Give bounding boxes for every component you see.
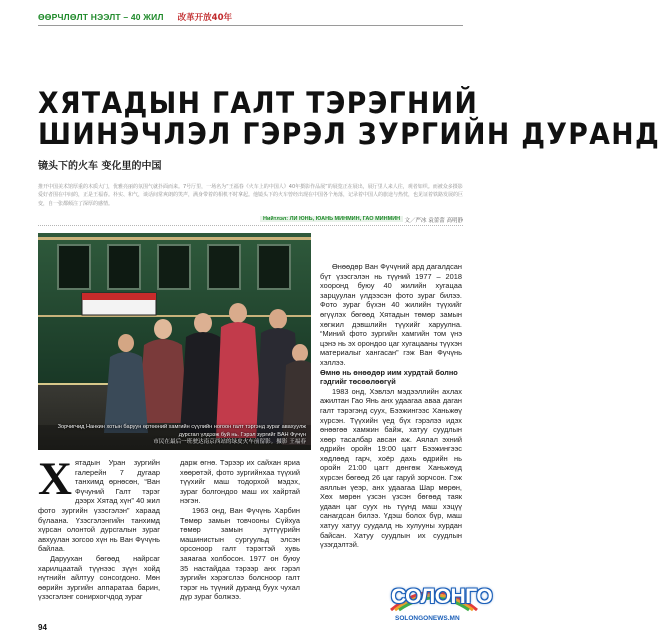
body-paragraph: 1963 онд, Ван Фүчүнь Харбин Төмөр замын товчооны Сүйхуа төмөр замын зүтгүүрийн машинистын сургуульд элсэн орсоноор галт тэрэгтэй хувь заяагаа холбосон. 1977 он буюу 35 настайдаа тэрээр анх гэрэл зургийн хэрэгслээ болсноор галт тэрэг нь түүний дуранд буух чухал дүр зураг болжээ. — [180, 505, 300, 602]
train-platform-photo — [38, 233, 311, 450]
page-number: 94 — [38, 623, 47, 632]
body-column-3 — [320, 262, 462, 627]
photo-illustration — [38, 233, 311, 450]
section-label: ӨӨРЧЛӨЛТ НЭЭЛТ – 40 ЖИЛ — [38, 12, 164, 22]
byline-chinese: 文／严冰 袁蕾蕾 高明静 — [404, 218, 463, 224]
article-headline — [38, 86, 660, 151]
section-label-chinese: 改革开放40年 — [177, 13, 232, 23]
photo-caption — [42, 424, 306, 446]
body-column-1 — [38, 453, 160, 613]
logo-wordmark: СОЛОНГО — [391, 585, 493, 608]
solongo-logo — [385, 582, 493, 636]
body-paragraph: ятадын Уран зургийн галерейн 7 дугаар танхимд өрнөсөн, “Ван Фүчуний Галт тэрэг дээрх Хятад хүн” 40 жил фото зургийн үзэсгэлэн” хараад бүлаана. Үзэсгэлэнгийн танхимд хүрсан олонтой дурсгалын зураг авхуулан зогсоо хүн нь Ван Фүчүнь байлаа. — [38, 458, 160, 554]
body-paragraph: Даруухан бөгөөд найрсаг харилцаатай түүнээс зүүн хойд нүтнийн айлтуу сонсогдоно. Мөн өөрийн зургийн аппаратаа барин, үзэсгэлэнг сонирхогчдод зураг — [38, 553, 160, 602]
byline-mongolian: Нийтлэл: ЛИ ЮНЬ, ЮАНЬ МИНМИН, ГАО МИНМИН — [260, 216, 403, 222]
intro-paragraph-chinese: 推开中国美术馆厚重的木质大门，优雅亮丽的氛围气就扑面而来。7号厅里，一场名为“王福春《火车上的中国人》40年摄影作品展”的展览正在展出，展厅里人来人往，观者如织。而被众多摄影爱好者围在中间的，正是王福春。朴实、和气，谈话间常爽朗的笑声，满身带着的相机不时拿起。他镜头下的火车曾经出现在中国各个角落，记录着中国人的旅途与热忱，也见证着铁路发展的巨变，自一张都倾注了深厚的感情。 — [38, 184, 464, 207]
section-header — [38, 10, 463, 24]
logo-url: SOLONGONEWS.MN — [395, 615, 460, 622]
byline-row — [38, 216, 463, 226]
headline-line-2: ШИНЭЧЛЭЛ ГЭРЭЛ ЗУРГИЙН ДУРАНД — [38, 117, 660, 151]
photo-caption-mongolian: Зорчигчид Нанкин хотын баруун өртөөний хамгийн сүүлийн ногоон галт тэргэнд зураг авахуулж дурсгал үлдээж буй нь. Гэрэл зургийг ВАН Фүчүн — [57, 424, 306, 438]
header-divider — [38, 25, 463, 26]
body-paragraph: дарж өгнө. Тэрээр их сайхан яриа хөөрөтэй, фото зургийнхаа түүхий түүхийг маш тодорхой мэдэх, зураг болгондоо маш их хайртай нэгэн. — [180, 458, 300, 506]
photo-caption-chinese: 市民在最后一班驶达南京西站的绿皮火车前留影。摄影 王福春 — [153, 438, 306, 445]
section-subheading: Өмнө нь өнөөдөр иим хурдтай болно гэдгийг төсөөлөөгүй — [320, 367, 458, 387]
body-paragraph: Өнөөдөр Ван Фүчүний ард дагалдсан бүт үзэсгэлэн нь түүний 1977 – 2018 хооронд буюу 40 жилийн хугацаа зарцуулан үлдээсэн фото зураг билээ. Фото зураг бүхэн 40 жилийн түүхийг өгүүлэх бөгөөд Хятадын төмөр замын хөгжил дэвшлийн түүхийг харуулна. “Миний фото зургийн хамгийн том үнэ цэнэ нь эх орондоо цаг хугацааны түүхэн материалыг хангасан” гэж Ван Фүчүнь хэллээ. — [320, 262, 462, 367]
headline-line-1: ХЯТАДЫН ГАЛТ ТЭРЭГНИЙ — [38, 86, 479, 120]
body-paragraph: 1983 онд, Хэвлэл мэдээллийн ахлах ажилтан Гао Янь анх удаагаа аваа даган галт тэрэгэнд суух, Бээжингээс Ханьжөү хүрсэн. Түүхийн үед бүх гэрэлээ идэх өнөөгөө хамжин байж, хатуу суудлын хөөр тасалбар авсан аж. Аялал эхний өдрийн оройн 19:00 цагт Бээжингээс хөдлөөд гарч, хоёр дахь өдрийн нь оройн 21:00 цагт дөнгөж Ханьжөүд хүрсэн бөгөөд 26 цаг гаруй зорчсон. Гэж аяллын үеэр, анх удаагаа Шар мөрөн, Хөх мөрөн үзсэн үзсэн бөгөөд таяк удаан цаг суух нь түүнд маш хэцүү санагдсан билээ. Үдэш болох бүр, маш хатуу хатуу суудалд нь хулууны хурдан байсан. Хатуу суудлын их суудлын үзэгдэлтэй. — [320, 386, 462, 550]
body-column-2 — [180, 458, 300, 613]
drop-cap: Х — [38, 453, 72, 505]
chinese-title: 镜头下的火车 变化里的中国 — [38, 161, 162, 172]
